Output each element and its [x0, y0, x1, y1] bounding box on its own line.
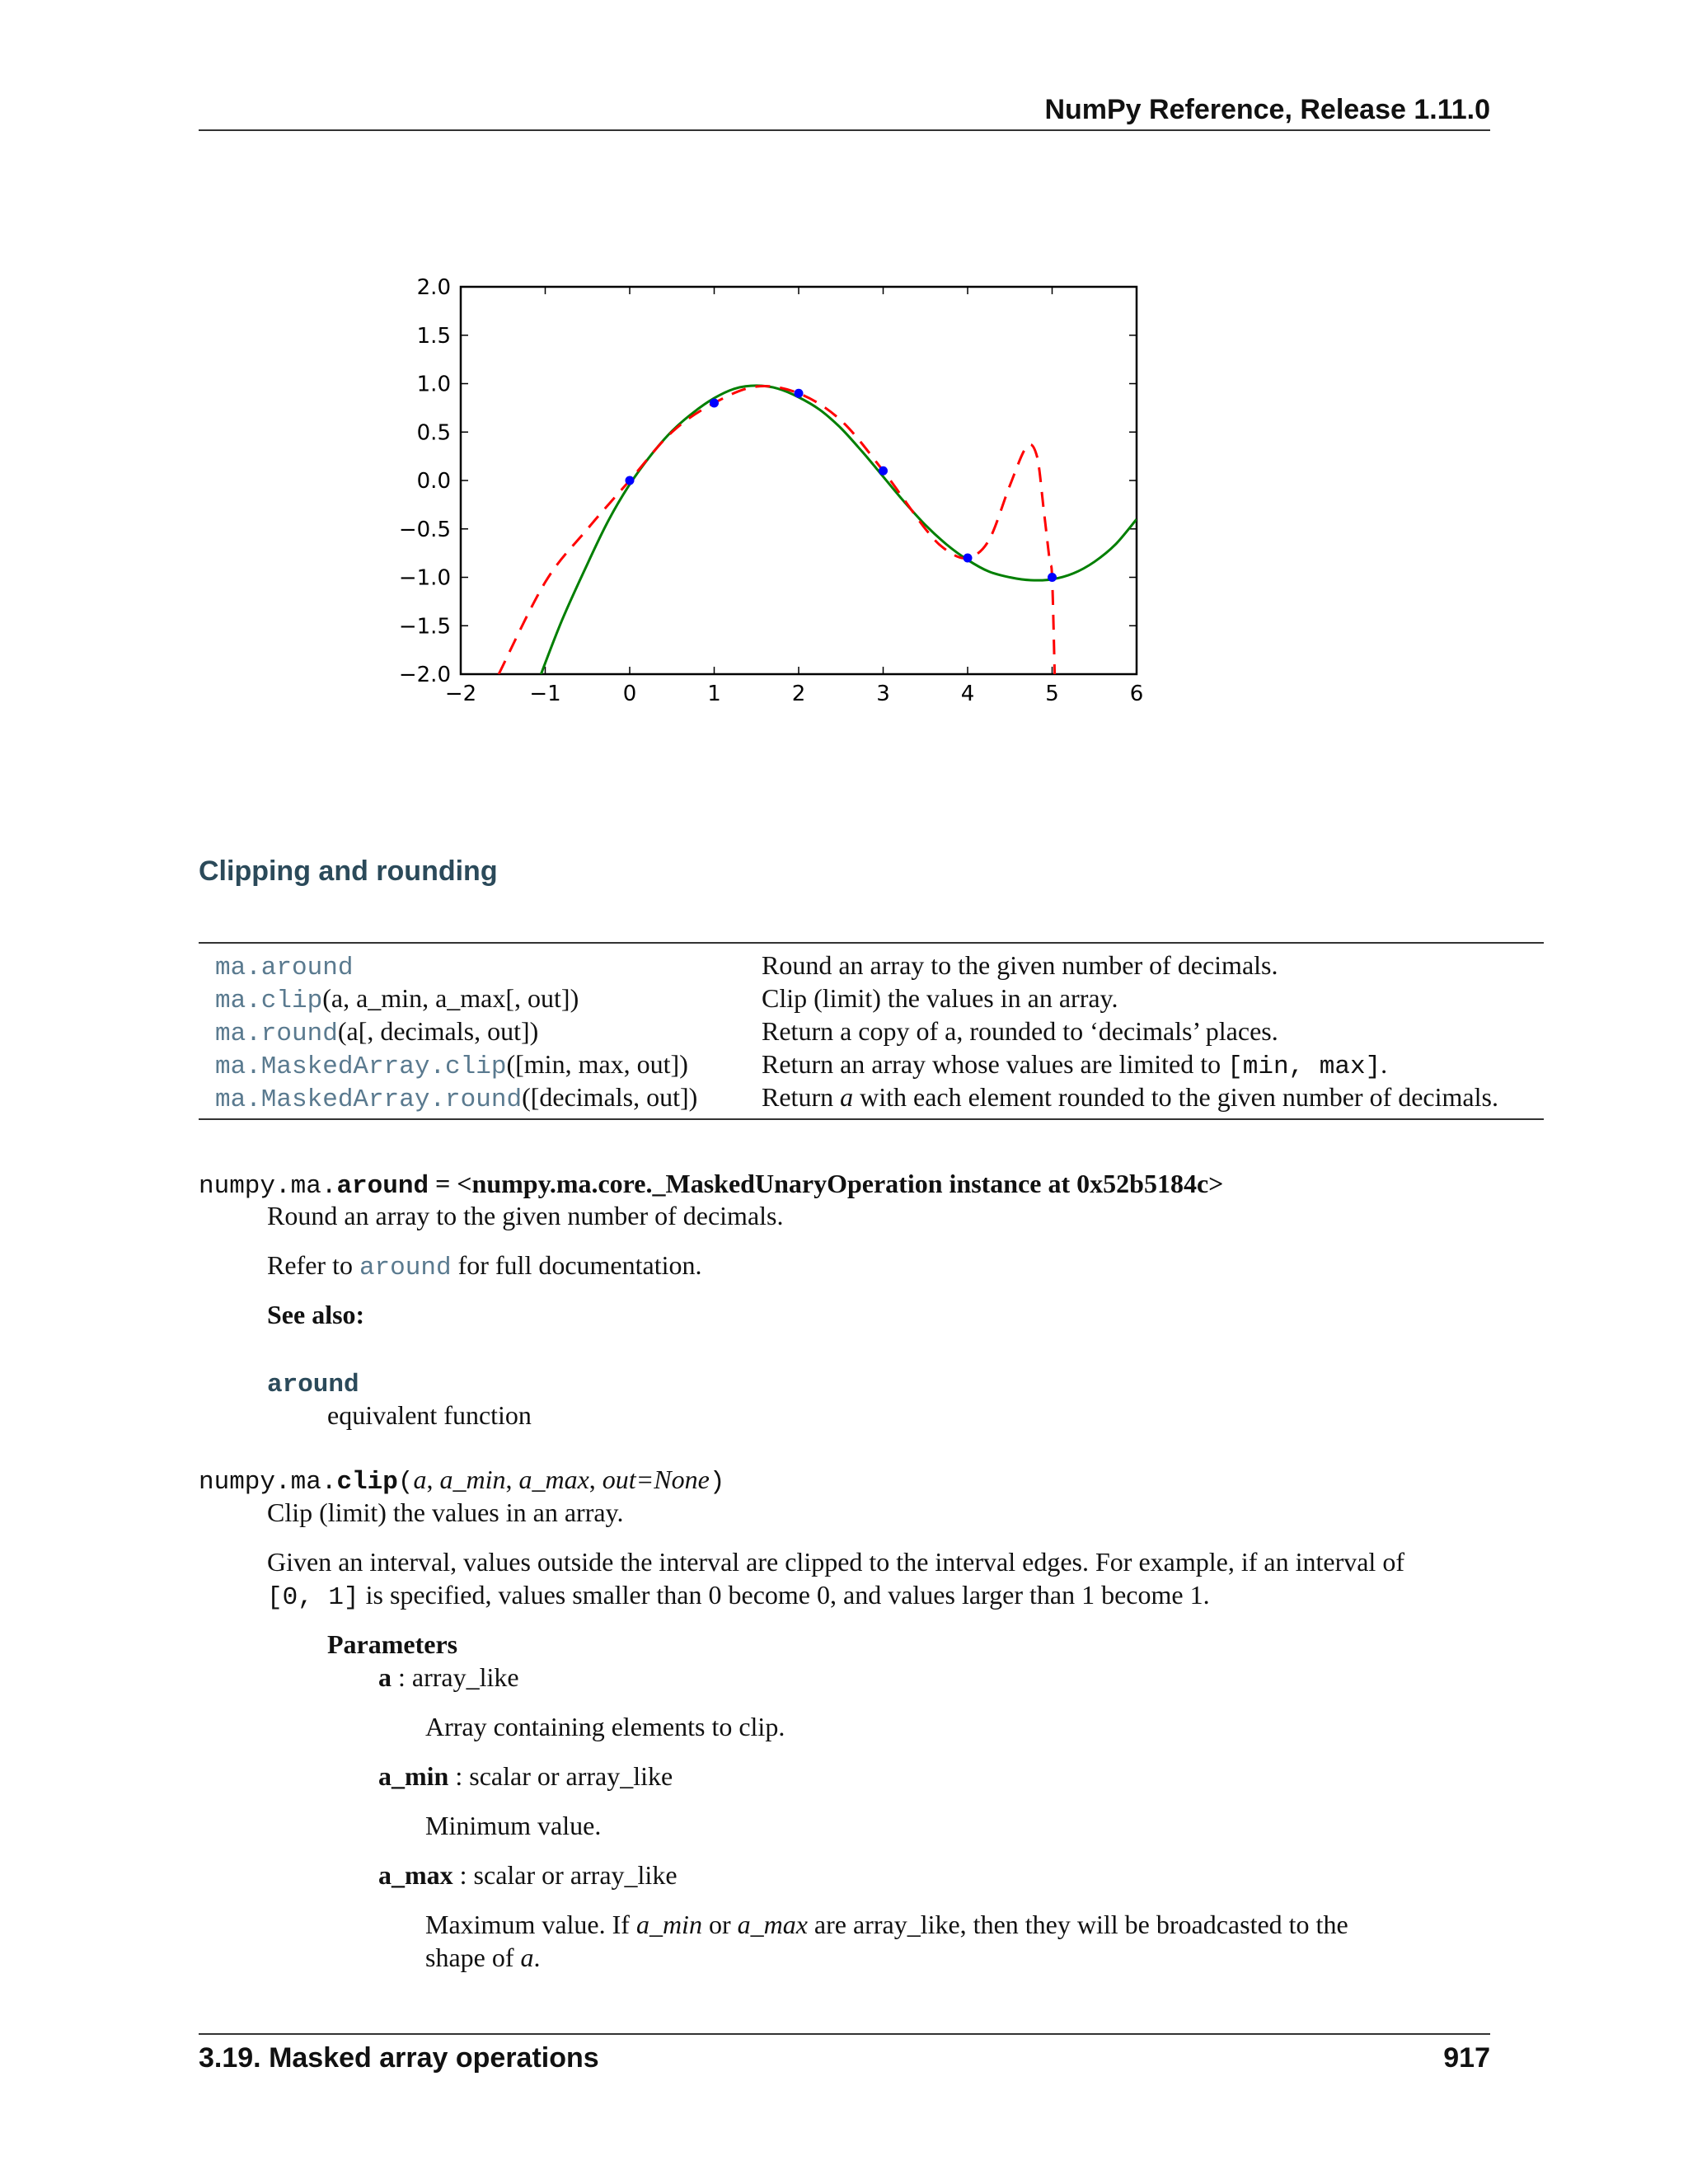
- header-rule: [199, 129, 1490, 131]
- y-tick-labels: [399, 275, 451, 687]
- data-point: [1048, 573, 1057, 582]
- x-tick-label: 1: [707, 682, 721, 706]
- data-point: [795, 389, 804, 398]
- data-point: [964, 554, 973, 563]
- row-description: Return an array whose values are limited to [min, max].: [762, 1049, 1388, 1081]
- param-a-max: a_max : scalar or array_like: [378, 1860, 678, 1890]
- y-tick-label: −1.5: [398, 614, 451, 640]
- row-args: (a[, decimals, out]): [337, 1016, 539, 1046]
- y-tick-label: −2.0: [398, 663, 451, 687]
- see-also-link[interactable]: around: [267, 1371, 359, 1399]
- data-point: [710, 399, 719, 408]
- see-also-description: equivalent function: [327, 1400, 532, 1430]
- parameters-label: Parameters: [327, 1629, 458, 1659]
- y-tick-label: 1.0: [416, 372, 451, 397]
- x-tick-label: 3: [876, 682, 890, 706]
- row-description: Round an array to the given number of decimals.: [762, 950, 1278, 980]
- maskedarray-clip-link[interactable]: ma.MaskedArray.clip: [215, 1052, 507, 1081]
- x-tick-label: 2: [791, 682, 806, 706]
- x-tick-label: −2: [444, 682, 477, 706]
- table-row: [199, 1047, 1544, 1080]
- table-row: [199, 1080, 1544, 1113]
- row-args: (a, a_min, a_max[, out]): [322, 983, 579, 1013]
- y-tick-label: 1.5: [416, 323, 451, 349]
- row-description: Clip (limit) the values in an array.: [762, 983, 1118, 1013]
- around-signature-name: around: [336, 1172, 429, 1201]
- x-tick-labels: [445, 682, 1143, 706]
- table-row: [199, 1015, 1544, 1047]
- clip-signature-name: clip: [336, 1468, 398, 1497]
- table-row: [199, 982, 1544, 1015]
- footer-page-number: 917: [1443, 2042, 1490, 2074]
- row-args: ([decimals, out]): [522, 1082, 698, 1112]
- table-row: [199, 949, 1544, 982]
- param-a-description: Array containing elements to clip.: [425, 1712, 785, 1741]
- see-also-label: See also:: [267, 1300, 365, 1329]
- summary-table: [199, 942, 1544, 1120]
- data-point: [626, 476, 635, 485]
- footer-rule: [199, 2033, 1490, 2035]
- x-tick-label: 4: [960, 682, 975, 706]
- y-tick-label: −1.0: [398, 565, 451, 591]
- table-bottom-rule: [199, 1118, 1544, 1120]
- x-tick-label: −1: [529, 682, 561, 706]
- maskedarray-round-link[interactable]: ma.MaskedArray.round: [215, 1085, 523, 1114]
- y-tick-label: −0.5: [398, 517, 451, 542]
- plot-frame: [461, 287, 1137, 674]
- param-a-min: a_min : scalar or array_like: [378, 1761, 673, 1791]
- clip-description-line2: [0, 1] is specified, values smaller than 0 become 0, and values larger than 1 become 1.: [267, 1580, 1210, 1612]
- row-description: Return a copy of a, rounded to ‘decimals’ places.: [762, 1016, 1278, 1046]
- x-tick-label: 6: [1129, 682, 1144, 706]
- plot-figure: [387, 272, 1162, 717]
- y-tick-label: 2.0: [416, 275, 451, 300]
- page-header-title: NumPy Reference, Release 1.11.0: [1044, 94, 1490, 125]
- x-tick-label: 5: [1045, 682, 1059, 706]
- inline-code: [min, max]: [1227, 1052, 1381, 1081]
- param-a: a : array_like: [378, 1662, 519, 1692]
- ma-around-link[interactable]: ma.around: [215, 954, 354, 982]
- clip-summary: Clip (limit) the values in an array.: [267, 1497, 624, 1527]
- around-summary: Round an array to the given number of decimals.: [267, 1201, 784, 1230]
- row-args: ([min, max, out]): [506, 1049, 688, 1079]
- inline-code: [0, 1]: [267, 1583, 359, 1612]
- clip-description-line1: Given an interval, values outside the interval are clipped to the interval edges. For example, if an interval of: [267, 1547, 1404, 1577]
- around-doc-link[interactable]: around: [359, 1254, 452, 1282]
- data-point: [879, 466, 888, 476]
- around-signature: numpy.ma.around = <numpy.ma.core._MaskedUnaryOperation instance at 0x52b5184c>: [199, 1169, 1224, 1201]
- row-description: Return a with each element rounded to the given number of decimals.: [762, 1082, 1498, 1112]
- section-heading: Clipping and rounding: [199, 855, 498, 887]
- ma-round-link[interactable]: ma.round: [215, 1019, 338, 1048]
- y-tick-label: 0.0: [416, 469, 451, 494]
- around-refer-text: Refer to around for full documentation.: [267, 1250, 702, 1282]
- y-tick-label: 0.5: [416, 420, 451, 446]
- footer-section-title: 3.19. Masked array operations: [199, 2042, 599, 2074]
- ma-clip-link[interactable]: ma.clip: [215, 987, 323, 1015]
- param-a-max-description: Maximum value. If a_min or a_max are array_like, then they will be broadcasted to the shape of a.: [425, 1910, 1348, 1972]
- x-tick-label: 0: [622, 682, 637, 706]
- param-a-min-description: Minimum value.: [425, 1811, 602, 1840]
- clip-signature: numpy.ma.clip(a, a_min, a_max, out=None): [199, 1465, 725, 1497]
